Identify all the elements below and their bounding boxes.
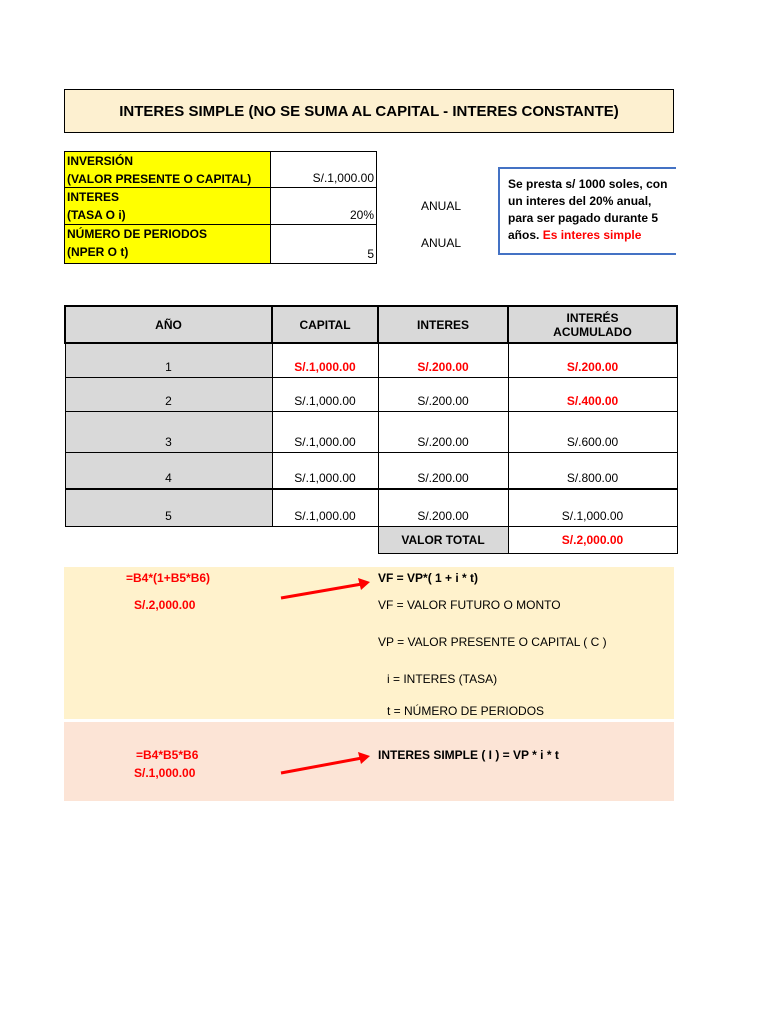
interest-table bbox=[64, 305, 678, 554]
cell-acumulado[interactable]: S/.600.00 bbox=[508, 411, 677, 452]
vf-definition: VF = VALOR FUTURO O MONTO bbox=[378, 598, 561, 612]
title-text: INTERES SIMPLE (NO SE SUMA AL CAPITAL - INTERES CONSTANTE) bbox=[119, 102, 619, 120]
header-anio[interactable]: AÑO bbox=[65, 306, 272, 343]
interes-sublabel: (TASA O i) bbox=[67, 208, 126, 222]
total-row bbox=[65, 526, 677, 553]
cell-acumulado[interactable]: S/.400.00 bbox=[508, 377, 677, 411]
inversion-label-cell[interactable] bbox=[64, 151, 271, 188]
periodos-unit: ANUAL bbox=[421, 236, 462, 250]
header-capital[interactable]: CAPITAL bbox=[272, 306, 378, 343]
header-acumulado-line1: INTERÉS bbox=[566, 310, 619, 325]
header-acumulado-line2: ACUMULADO bbox=[553, 324, 632, 339]
is-formula[interactable]: =B4*B5*B6 bbox=[136, 748, 199, 762]
periodos-label-cell[interactable] bbox=[64, 224, 271, 264]
cell-acumulado[interactable]: S/.1,000.00 bbox=[508, 489, 677, 526]
total-value[interactable]: S/.2,000.00 bbox=[508, 526, 677, 553]
periodos-label: NÚMERO DE PERIODOS bbox=[67, 227, 208, 241]
table-row bbox=[65, 343, 677, 377]
periodos-sublabel: (NPER O t) bbox=[67, 245, 129, 259]
cell-anio[interactable]: 1 bbox=[65, 343, 272, 377]
inversion-value: S/.1,000.00 bbox=[312, 171, 374, 185]
vf-result[interactable]: S/.2,000.00 bbox=[134, 598, 196, 612]
cell-interes[interactable]: S/.200.00 bbox=[378, 377, 508, 411]
inversion-sublabel: (VALOR PRESENTE O CAPITAL) bbox=[67, 172, 252, 186]
inversion-value-cell[interactable] bbox=[270, 151, 377, 188]
table-row bbox=[65, 452, 677, 489]
inversion-label: INVERSIÓN bbox=[67, 154, 134, 168]
interes-value-cell[interactable] bbox=[270, 187, 377, 225]
interes-label-cell[interactable] bbox=[64, 187, 271, 225]
note-box[interactable] bbox=[498, 167, 676, 255]
interes-label: INTERES bbox=[67, 190, 120, 204]
cell-anio[interactable]: 2 bbox=[65, 377, 272, 411]
page-title bbox=[64, 89, 674, 133]
table-row bbox=[65, 489, 677, 526]
cell-capital[interactable]: S/.1,000.00 bbox=[272, 377, 378, 411]
empty-cell bbox=[65, 526, 272, 553]
interes-unit: ANUAL bbox=[421, 199, 462, 213]
note-highlight: Es interes simple bbox=[542, 228, 642, 242]
cell-capital[interactable]: S/.1,000.00 bbox=[272, 452, 378, 489]
cell-interes[interactable]: S/.200.00 bbox=[378, 489, 508, 526]
cell-anio[interactable]: 3 bbox=[65, 411, 272, 452]
periodos-value-cell[interactable] bbox=[270, 224, 377, 264]
interes-value: 20% bbox=[349, 208, 374, 222]
vf-formula[interactable]: =B4*(1+B5*B6) bbox=[126, 571, 211, 585]
cell-interes[interactable]: S/.200.00 bbox=[378, 411, 508, 452]
i-definition: i = INTERES (TASA) bbox=[387, 672, 498, 686]
total-label[interactable]: VALOR TOTAL bbox=[378, 526, 508, 553]
table-header-row bbox=[65, 306, 677, 343]
cell-anio[interactable]: 4 bbox=[65, 452, 272, 489]
header-interes[interactable]: INTERES bbox=[378, 306, 508, 343]
table-row bbox=[65, 377, 677, 411]
t-definition: t = NÚMERO DE PERIODOS bbox=[387, 704, 545, 718]
cell-interes[interactable]: S/.200.00 bbox=[378, 343, 508, 377]
cell-capital[interactable]: S/.1,000.00 bbox=[272, 489, 378, 526]
cell-capital[interactable]: S/.1,000.00 bbox=[272, 343, 378, 377]
header-acumulado[interactable] bbox=[508, 306, 677, 343]
is-result[interactable]: S/.1,000.00 bbox=[134, 766, 196, 780]
table-row bbox=[65, 411, 677, 452]
cell-capital[interactable]: S/.1,000.00 bbox=[272, 411, 378, 452]
vp-definition: VP = VALOR PRESENTE O CAPITAL ( C ) bbox=[378, 635, 607, 649]
vf-equation: VF = VP*( 1 + i * t) bbox=[378, 571, 479, 585]
cell-interes[interactable]: S/.200.00 bbox=[378, 452, 508, 489]
note-text: Se presta s/ 1000 soles, con un interes del 20% anual, para ser pagado durante 5 años. bbox=[508, 177, 668, 242]
empty-cell bbox=[272, 526, 378, 553]
arrow-right-icon bbox=[278, 751, 374, 777]
cell-acumulado[interactable]: S/.800.00 bbox=[508, 452, 677, 489]
cell-anio[interactable]: 5 bbox=[65, 489, 272, 526]
is-equation: INTERES SIMPLE ( I ) = VP * i * t bbox=[378, 748, 559, 762]
periodos-value: 5 bbox=[367, 247, 374, 261]
cell-acumulado[interactable]: S/.200.00 bbox=[508, 343, 677, 377]
arrow-right-icon bbox=[278, 578, 374, 602]
